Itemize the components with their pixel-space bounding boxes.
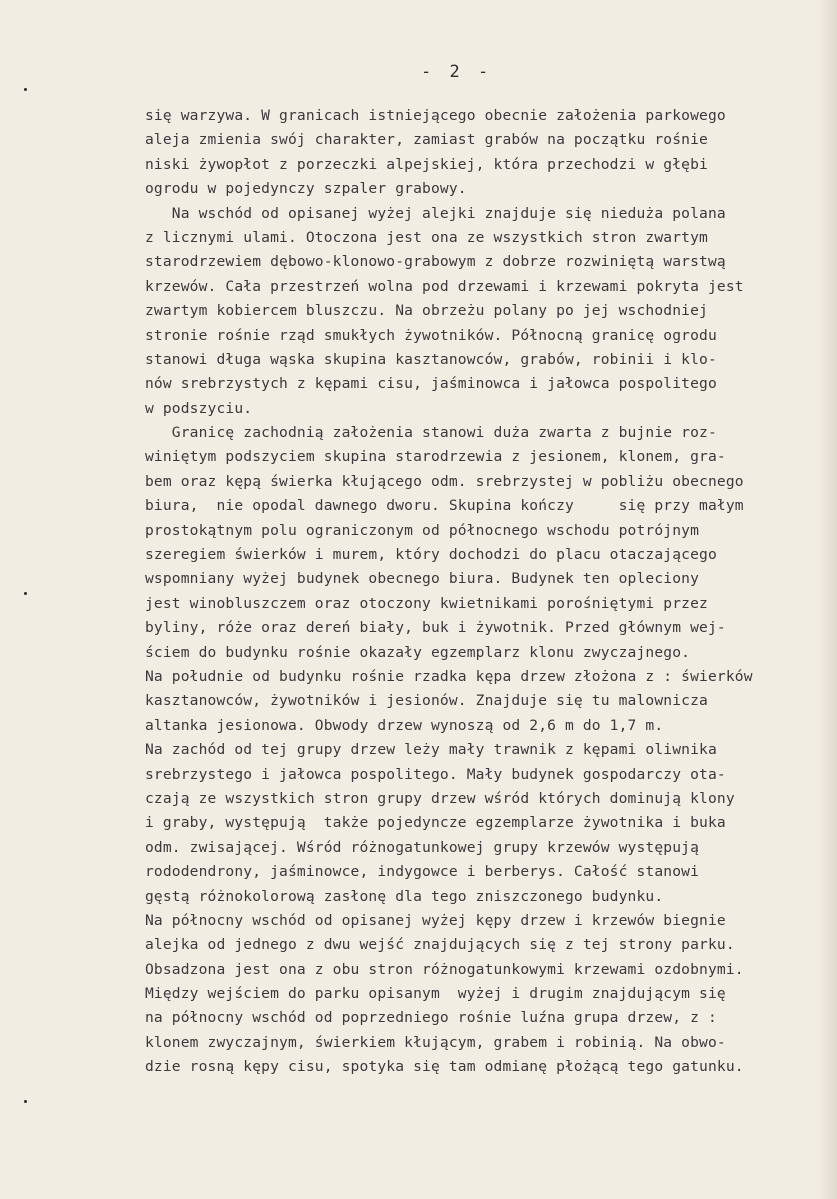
text-line: krzewów. Cała przestrzeń wolna pod drzewami i krzewami pokryta jest xyxy=(145,277,744,295)
text-line: altanka jesionowa. Obwody drzew wynoszą od 2,6 m do 1,7 m. xyxy=(145,716,664,734)
text-line: ogrodu w pojedynczy szpaler grabowy. xyxy=(145,180,467,198)
text-line: z licznymi ulami. Otoczona jest ona ze wszystkich stron zwartym xyxy=(145,228,708,246)
text-line: gęstą różnokolorową zasłonę dla tego zniszczonego budynku. xyxy=(145,887,664,905)
text-line: prostokątnym polu ograniczonym od północnego wschodu potrójnym xyxy=(145,521,700,539)
text-line: wspomniany wyżej budynek obecnego biura. Budynek ten opleciony xyxy=(145,570,700,588)
text-line: starodrzewiem dębowo-klonowo-grabowym z dobrze rozwiniętą warstwą xyxy=(145,253,726,271)
text-line: Obsadzona jest ona z obu stron różnogatunkowymi krzewami ozdobnymi. xyxy=(145,960,744,978)
text-line: bem oraz kępą świerka kłującego odm. srebrzystej w pobliżu obecnego xyxy=(145,472,744,490)
text-line: Na północny wschód od opisanej wyżej kępy drzew i krzewów biegnie xyxy=(145,911,726,929)
text-line: się warzywa. W granicach istniejącego obecnie założenia parkowego xyxy=(145,107,726,124)
text-line: niski żywopłot z porzeczki alpejskiej, która przechodzi w głębi xyxy=(145,155,708,173)
text-line: stronie rośnie rząd smukłych żywotników. Północną granicę ogrodu xyxy=(145,326,717,344)
text-line: czają ze wszystkich stron grupy drzew wśród których dominują klony xyxy=(145,789,735,807)
page-number: - 2 - xyxy=(421,62,493,82)
text-line: nów srebrzystych z kępami cisu, jaśminowca i jałowca pospolitego xyxy=(145,375,717,393)
text-line: Granicę zachodnią założenia stanowi duża zwarta z bujnie roz- xyxy=(145,424,717,442)
text-line: dzie rosną kępy cisu, spotyka się tam odmianę płożącą tego gatunku. xyxy=(145,1058,744,1076)
text-line: zwartym kobiercem bluszczu. Na obrzeżu polany po jej wschodniej xyxy=(145,302,708,320)
text-line: Na zachód od tej grupy drzew leży mały trawnik z kępami oliwnika xyxy=(145,741,717,759)
punch-mark xyxy=(24,88,27,91)
text-line: i graby, występują także pojedyncze egzemplarze żywotnika i buka xyxy=(145,814,726,832)
text-line: jest winobluszczem oraz otoczony kwietnikami porośniętymi przez xyxy=(145,594,708,612)
text-line: Między wejściem do parku opisanym wyżej i drugim znajdującym się xyxy=(145,985,726,1003)
punch-mark xyxy=(24,592,27,595)
text-line: srebrzystego i jałowca pospolitego. Mały budynek gospodarczy ota- xyxy=(145,765,726,783)
typewritten-text xyxy=(145,104,835,1080)
text-line: biura, nie opodal dawnego dworu. Skupina kończy się przy małym xyxy=(145,497,744,515)
text-line: Na wschód od opisanej wyżej alejki znajduje się nieduża polana xyxy=(145,204,726,222)
text-line: stanowi długa wąska skupina kasztanowców, grabów, robinii i klo- xyxy=(145,350,717,368)
text-line: kasztanowców, żywotników i jesionów. Znajduje się tu malownicza xyxy=(145,692,708,710)
text-line: na północny wschód od poprzedniego rośnie luźna grupa drzew, z : xyxy=(145,1009,717,1027)
text-line: w podszyciu. xyxy=(145,399,253,417)
text-line: szeregiem świerków i murem, który dochodzi do placu otaczającego xyxy=(145,546,717,564)
text-line: odm. zwisającej. Wśród różnogatunkowej grupy krzewów występują xyxy=(145,838,700,856)
text-line: aleja zmienia swój charakter, zamiast grabów na początku rośnie xyxy=(145,131,708,149)
punch-mark xyxy=(24,1100,27,1103)
text-line: klonem zwyczajnym, świerkiem kłującym, grabem i robinią. Na obwo- xyxy=(145,1033,726,1051)
text-line: rododendrony, jaśminowce, indygowce i berberys. Całość stanowi xyxy=(145,863,700,881)
text-line: Na południe od budynku rośnie rzadka kępa drzew złożona z : świerków xyxy=(145,667,753,685)
text-line: winiętym podszyciem skupina starodrzewia z jesionem, klonem, gra- xyxy=(145,448,726,466)
text-line: alejka od jednego z dwu wejść znajdujących się z tej strony parku. xyxy=(145,936,735,954)
text-line: ściem do budynku rośnie okazały egzemplarz klonu zwyczajnego. xyxy=(145,643,691,661)
text-line: byliny, róże oraz dereń biały, buk i żywotnik. Przed głównym wej- xyxy=(145,619,726,637)
